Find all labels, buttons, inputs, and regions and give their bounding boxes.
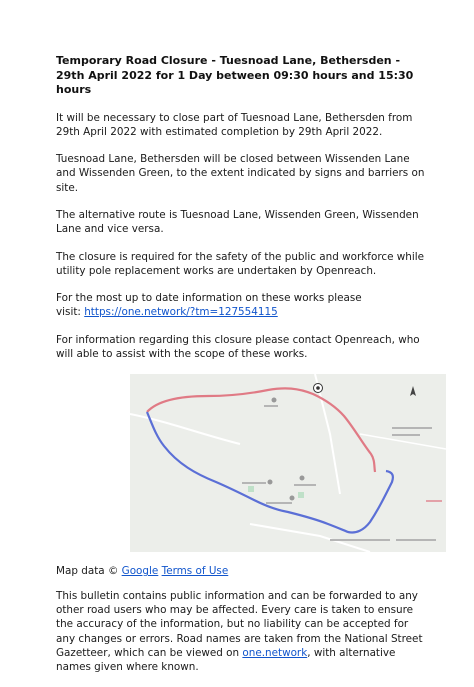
map-label-mark (392, 434, 420, 436)
bulletin-suffix: , with alternative names given where known. (56, 646, 396, 674)
terms-of-use-link[interactable]: Terms of Use (161, 565, 229, 578)
map-label-mark (242, 482, 266, 484)
map-label-mark (264, 405, 278, 407)
map-label-mark (426, 500, 442, 502)
google-link[interactable]: Google (121, 565, 159, 578)
place-marker-icon (290, 496, 295, 501)
closure-extent-paragraph: Tuesnoad Lane, Bethersden will be closed between Wissenden Lane and Wissenden Green, to the extent indicated by signs and barriers on site. (56, 153, 425, 194)
closure-route-line (147, 389, 375, 473)
alternative-route-paragraph: The alternative route is Tuesnoad Lane, Wissenden Green, Wissenden Lane and vice versa. (56, 208, 419, 236)
minor-road (130, 414, 240, 444)
north-arrow-icon (410, 386, 416, 396)
map-label-mark (266, 502, 292, 504)
map-attribution-mark (330, 539, 390, 541)
roadworks-marker-dot (316, 387, 320, 391)
closure-reason-paragraph: The closure is required for the safety of the public and workforce while utility pole replacement works are undertaken by Openreach. (56, 250, 425, 277)
map-graphic (130, 374, 446, 552)
info-text: For the most up to date information on these works please visit: (56, 292, 362, 319)
closure-dates-paragraph: It will be necessary to close part of Tuesnoad Lane, Bethersden from 29th April 2022 with estimated completion by 29th April 2022. (56, 111, 413, 138)
bulletin-disclaimer (56, 589, 426, 675)
map-credit (56, 564, 426, 578)
park-area (248, 486, 254, 492)
place-marker-icon (272, 398, 277, 403)
minor-road (360, 434, 446, 449)
minor-road (250, 524, 370, 552)
info-link[interactable]: https://one.network/?tm=127554115 (84, 306, 278, 319)
route-map[interactable] (130, 374, 446, 552)
one-network-link[interactable]: one.network (242, 646, 308, 659)
bulletin-text: This bulletin contains public information and can be forwarded to any other road users who may be affected. Every care is taken to ensure the accuracy of the information, but no liability can be accepted for any changes or errors. Road names are taken from the National Street Gazetteer, which can be viewed on (56, 589, 423, 659)
map-data-label: Map data © (56, 565, 122, 578)
place-marker-icon (268, 480, 273, 485)
map-attribution-mark (396, 539, 436, 541)
park-area (298, 492, 304, 498)
map-label-mark (392, 427, 432, 429)
map-label-mark (294, 484, 316, 486)
bulletin-content (56, 54, 426, 687)
info-paragraph (56, 291, 426, 320)
place-marker-icon (300, 476, 305, 481)
diversion-route-line (147, 412, 393, 533)
contact-paragraph: For information regarding this closure please contact Openreach, who will able to assist with the scope of these works. (56, 333, 420, 361)
closure-title: Temporary Road Closure - Tuesnoad Lane, Bethersden - 29th April 2022 for 1 Day between 09:30 hours and 15:30 hours (56, 54, 414, 96)
